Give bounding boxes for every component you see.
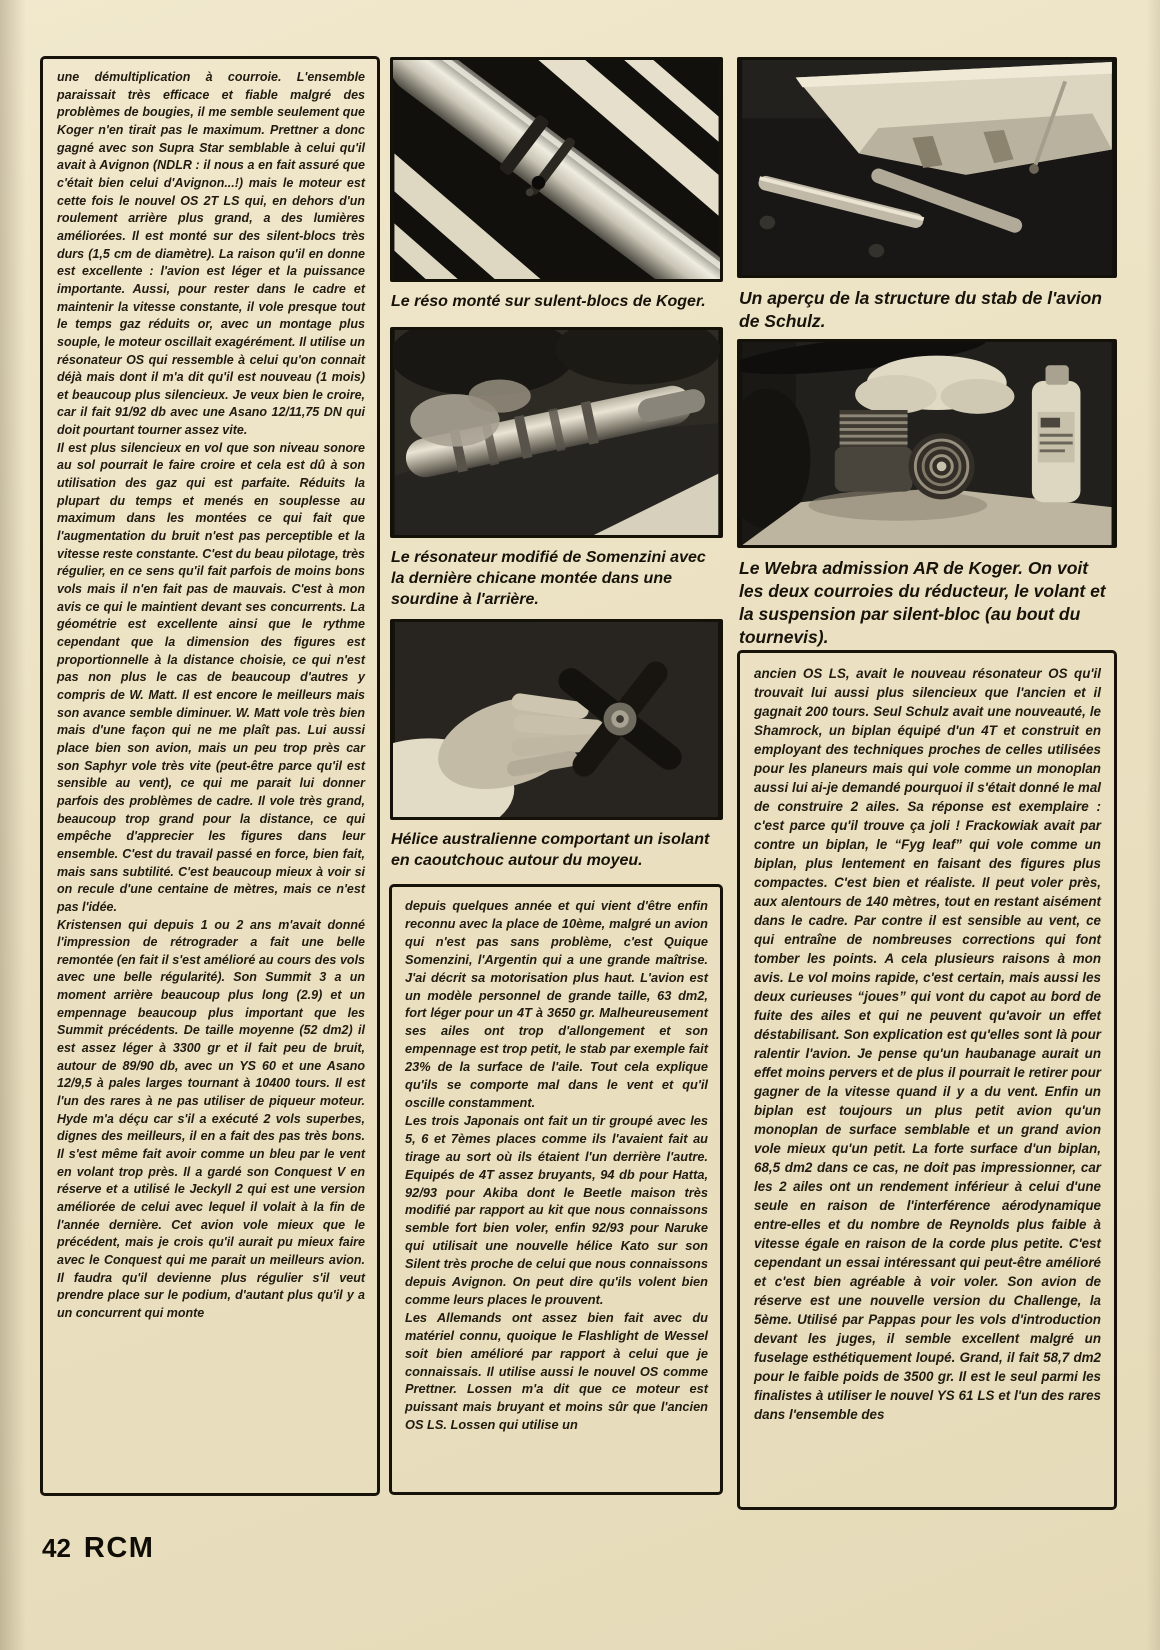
caption-somenzini-resonator: Le résonateur modifié de Somenzini avec la dernière chicane montée dans une sourdine à l'arrière. bbox=[391, 549, 706, 608]
photo-australian-propeller bbox=[390, 619, 723, 820]
magazine-logo: RCM bbox=[83, 1532, 155, 1564]
caption-australian-propeller: Hélice australienne comportant un isolant en caoutchouc autour du moyeu. bbox=[391, 831, 710, 869]
caption-tuned-pipe: Le réso monté sur sulent-blocs de Koger. bbox=[391, 293, 706, 310]
caption-webra-engine: Le Webra admission AR de Koger. On voit les deux courroies du réducteur, le volant et la suspension par silent-bloc (au bout du tournevis). bbox=[739, 558, 1106, 647]
article-paragraph: ancien OS LS, avait le nouveau résonateur OS qu'il trouvait lui aussi plus silencieux que l'ancien et il gagnait 200 tours. Seul Schulz avait une nouveauté, le Shamrock, un biplan équipé d'un 4T et construit en employant des techniques proches de celles utilisées pour les planeurs mais qui vole comme un monoplan aussi lui ai-je demandé pourquoi il s'était donné le mal de construire 2 ailes. Sa réponse est exemplaire : c'est parce qu'il trouve ça joli ! Frackowiak avait par contre un biplan, le “Fyg leaf” qui vole comme un biplan, plus lentement en faisant des figures plus compactes. C'est bien et réaliste. Il peut voler près, aux alentours de 140 mètres, tout en restant aisément dans le cadre. Par contre il est sensible au vent, ce qui entraîne de nombreuses corrections qui font tomber les points. A cela plusieurs raisons à mon avis. Le vol moins rapide, c'est certain, mais aussi les deux curieuses “joues” qui vont du capot au bord de fuite des ailes et qui ne peuvent qu'avoir un effet déstabilisant. Son explication est qu'elles sont là pour ralentir l'avion. Je pense qu'un haubanage aurait un effet moins pervers et de plus il pourrait le retirer pour gagner de la vitesse quand il y a du vent. Enfin un biplan est toujours un plus petit avion qu'un monoplan de surface semblable et un grand avion vole mieux qu'un petit. La forte surface d'un biplan, 68,5 dm2 dans ce cas, ne doit pas impressionner, car les 2 ailes ont un rendement inférieur à celui d'une seule en raison de l'interférence aérodynamique entre-elles et du nombre de Reynolds plus faible à vitesse égale en raison de la corde plus petite. C'est cependant un essai intéressant qui peut-être amélioré et c'est bien agréable à voir voler. Son avion de réserve est une nouvelle version du Challenge, la 5ème. Utilisé par Pappas pour les vols d'introduction devant les juges, il semble excellent malgré un fuselage esthétiquement loupé. Grand, il fait 58,7 dm2 pour le faible poids de 3500 gr. Il est le seul parmi les finalistes à utiliser le nouvel YS 61 LS et l'un des rares dans l'ensemble des bbox=[754, 666, 1101, 1422]
article-paragraph: Kristensen qui depuis 1 ou 2 ans m'avait donné l'impression de rétrograder a fait une belle remontée (en fait il s'est amélioré au cours des vols avec une belle régularité). Son Summit 3 a un moment arrière beaucoup plus long (2.9) et un empennage beaucoup plus important que les Summit précédents. De taille moyenne (52 dm2) il est assez léger à 3300 gr et il fait peu de bruit, autour de 89/90 db, avec un YS 60 et une Asano 12/9,5 à pales larges tournant à 10400 tours. Il est l'un des rares à ne pas utiliser de piqueur moteur. Hyde m'a déçu car s'il a exécuté 2 vols superbes, dignes des meilleurs, il en a fait des pas très bons. Il s'est même fait avoir comme un bleu par le vent en volant trop près. Il a gardé son Conquest V en réserve et a utilisé le Jeckyll 2 qui est une version améliorée de celui avec lequel il volait à la fin de l'année dernière. Cet avion vole mieux que le précédent, mais je crois qu'il aurait pu mieux faire avec le Conquest qui me parait un meilleurs avion. Il faudra qu'il devienne plus régulier s'il veut prendre place sur le podium, d'autant plus qu'il y a un concurrent qui monte bbox=[57, 917, 365, 1320]
middle-article-box bbox=[389, 884, 723, 1495]
photo-somenzini-resonator-image bbox=[393, 330, 720, 535]
photo-webra-engine-koger bbox=[737, 339, 1117, 548]
photo-schulz-stab-structure-image bbox=[740, 60, 1114, 275]
photo-somenzini-resonator bbox=[390, 327, 723, 538]
article-paragraph: Il est plus silencieux en vol que son niveau sonore au sol pourrait le faire croire et cela est dû à son utilisation des gaz qui est parfaite. Réduits la plupart du temps et menés en souplesse au maximum dans les montées ce qui fait que l'augmentation du bruit n'est pas perceptible et la vitesse reste constante. C'est du beau pilotage, très régulier, en ce sens qu'il fait parfois de moins bons vols mais il n'en fait pas de mauvais. C'est à mon avis ce qui le maintient devant ses concurrents. La géométrie est excellente ainsi que le rythme cependant que la dimension des figures est proportionnelle à la distance choisie, ce qui n'est pas non plus le cas de beaucoup d'autres y compris de W. Matt. Il est encore le meilleurs mais son avance semble diminuer. W. Matt vole très bien mais d'une façon qui ne me plaît pas. Lui aussi place bien son avion, mais un peu trop près car son Saphyr vole très vite (peut-être parce qu'il est sensible au vent), ce qui me parait lui donner parfois des problèmes de cadre. Il vole très grand, beaucoup trop grand pour la distance, ce qui empêche d'apprecier les figures dans leur ensemble. C'est du travail passé en force, bien fait, mais sans subtilité. C'est beaucoup mieux à voir si on recule d'une centaine de mètres, mais ce n'est pas l'idée. bbox=[57, 440, 365, 914]
page-footer bbox=[42, 1532, 154, 1565]
article-paragraph: depuis quelques année et qui vient d'être enfin reconnu avec la place de 10ème, malgré un avion qui n'est pas sans problème, c'est Quique Somenzini, l'Argentin qui a une grande maîtrise. J'ai décrit sa motorisation plus haut. L'avion est un modèle personnel de grande taille, 63 dm2, fort léger pour un 4T à 3650 gr. Malheureusement ses ailes ont trop d'allongement et son empennage est trop petit, le stab par exemple fait 23% de la surface de l'aile. Tout cela explique qu'ils se comporte mal dans le vent et qu'il oscille constamment. bbox=[405, 898, 708, 1110]
photo-tuned-pipe-koger-image bbox=[393, 60, 720, 279]
article-paragraph: Les Allemands ont assez bien fait avec du matériel connu, quoique le Flashlight de Wessel soit bien amélioré par rapport à celui que je connaissais. Il utilise aussi le nouvel OS comme Prettner. Lossen m'a dit que ce moteur est puissant mais bruyant et moins sûr que l'ancien OS LS. Lossen qui utilise un bbox=[405, 1309, 708, 1433]
photo-australian-propeller-image bbox=[393, 622, 720, 817]
left-article-box bbox=[40, 56, 380, 1496]
caption-schulz-stab: Un aperçu de la structure du stab de l'avion de Schulz. bbox=[739, 288, 1102, 331]
photo-webra-engine-koger-image bbox=[740, 342, 1114, 545]
right-article-box bbox=[737, 650, 1117, 1510]
page-number: 42 bbox=[42, 1533, 71, 1563]
article-paragraph: Les trois Japonais ont fait un tir groupé avec les 5, 6 et 7èmes places comme ils l'avaient fait au tirage au sort où ils étaient l'un derrière l'autre. Equipés de 4T assez bruyants, 94 db pour Hatta, 92/93 pour Akiba dont le Beetle maison très modifié par rapport au kit que nous connaissons semble fort bien voler, enfin 92/93 pour Naruke qui utilisait une nouvelle hélice Kato sur son Silent très proche de celui que nous connaissons depuis Avignon. On peut dire qu'ils volent bien comme leurs places le prouvent. bbox=[405, 1112, 708, 1307]
photo-schulz-stab-structure bbox=[737, 57, 1117, 278]
photo-tuned-pipe-koger bbox=[390, 57, 723, 282]
article-paragraph: une démultiplication à courroie. L'ensemble paraissait très efficace et fiable malgré des problèmes de bougies, il me semble seulement que Koger n'en tirait pas le maximum. Prettner a donc gagné avec son Supra Star semblable à celui qu'il avait à Avignon (NDLR : il nous a en fait assuré que c'était bien celui d'Avignon...!) mais le moteur est cette fois le nouvel OS 2T LS qui, en dehors d'un roulement arrière plus grand, a des lumières améliorées. Il est monté sur des silent-blocs très durs (1,5 cm de diamètre). La raison qu'il en donne est excellente : l'avion est léger et la puissance importante. Aussi, pour rester dans le cadre et maintenir la vitesse constante, il vole presque tout le temps gaz réduits or, avec un montage plus souple, le moteur oscillait exagérément. Il utilise un résonateur OS qui ressemble à celui qu'on connait déjà mais dont il m'a dit qu'il est nouveau (1 mois) et beaucoup plus silencieux. Je veux bien le croire, car il fait 91/92 db avec une Asano 12/11,75 DN qui doit pourtant tourner assez vite. bbox=[57, 70, 365, 438]
